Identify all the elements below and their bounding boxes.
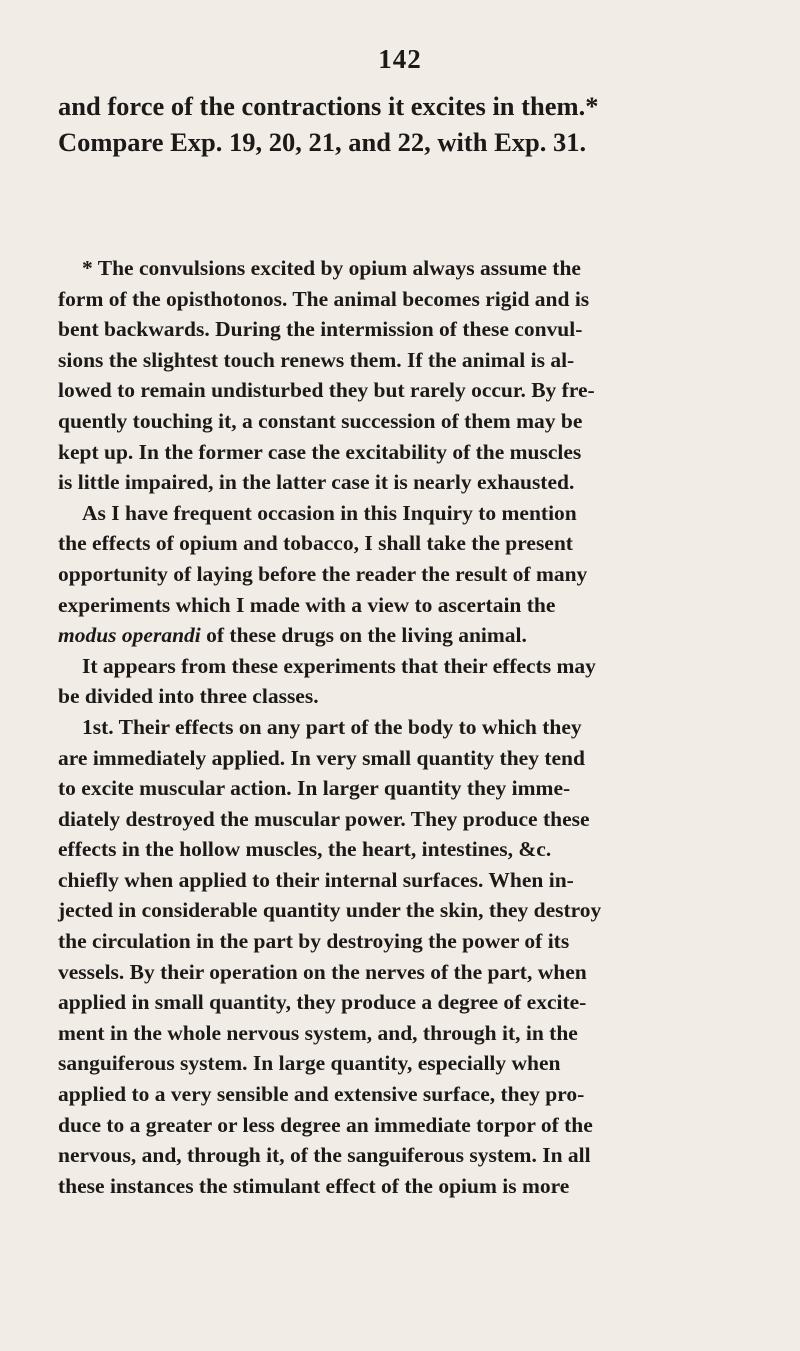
footnote-line: lowed to remain undisturbed they but rarely occur. By fre- bbox=[58, 378, 595, 403]
footnote-line: As I have frequent occasion in this Inquiry to mention bbox=[82, 500, 577, 525]
italic-phrase: modus operandi bbox=[58, 623, 201, 648]
footnote-line: ment in the whole nervous system, and, through it, in the bbox=[58, 1020, 578, 1045]
footnote-line: * The convulsions excited by opium always assume the bbox=[82, 256, 581, 280]
main-text-line: and force of the contractions it excites in them.* bbox=[58, 91, 599, 121]
main-text-line: Compare Exp. 19, 20, 21, and 22, with Exp. 31. bbox=[58, 127, 587, 157]
footnote-line: be divided into three classes. bbox=[58, 684, 319, 709]
footnote-line: is little impaired, in the latter case it is nearly exhausted. bbox=[58, 470, 575, 495]
footnote-line: opportunity of laying before the reader the result of many bbox=[58, 561, 588, 586]
footnote-line: bent backwards. During the intermission of these convul- bbox=[58, 317, 583, 342]
footnote-line: sions the slightest touch renews them. If the animal is al- bbox=[58, 347, 575, 372]
footnote-line: the circulation in the part by destroying the power of its bbox=[58, 929, 570, 954]
footnote-line: these instances the stimulant effect of the opium is more bbox=[58, 1173, 570, 1198]
footnote-line: diately destroyed the muscular power. They produce these bbox=[58, 806, 590, 831]
footnote-block bbox=[58, 253, 748, 1201]
footnote-line: vessels. By their operation on the nerves of the part, when bbox=[58, 959, 587, 984]
footnote-line: applied in small quantity, they produce a degree of excite- bbox=[58, 990, 587, 1015]
footnote-line: effects in the hollow muscles, the heart, intestines, &c. bbox=[58, 837, 552, 862]
footnote-line: nervous, and, through it, of the sanguiferous system. In all bbox=[58, 1143, 591, 1168]
footnote-line-rest: of these drugs on the living animal. bbox=[206, 623, 527, 648]
footnote-line: applied to a very sensible and extensive surface, they pro- bbox=[58, 1082, 585, 1107]
footnote-line: to excite muscular action. In larger quantity they imme- bbox=[58, 776, 571, 801]
footnote-line: 1st. Their effects on any part of the body to which they bbox=[82, 714, 582, 739]
footnote-line: are immediately applied. In very small quantity they tend bbox=[58, 745, 585, 770]
footnote-line: the effects of opium and tobacco, I shall take the present bbox=[58, 531, 573, 556]
footnote-line: form of the opisthotonos. The animal becomes rigid and is bbox=[58, 286, 590, 311]
footnote-line: sanguiferous system. In large quantity, especially when bbox=[58, 1051, 561, 1076]
footnote-line: It appears from these experiments that their effects may bbox=[82, 653, 596, 678]
footnote-line: jected in considerable quantity under the skin, they destroy bbox=[58, 898, 602, 923]
main-text-block bbox=[58, 88, 748, 160]
footnote-line: kept up. In the former case the excitability of the muscles bbox=[58, 439, 582, 464]
footnote-line: quently touching it, a constant succession of them may be bbox=[58, 408, 583, 433]
footnote-line: duce to a greater or less degree an immediate torpor of the bbox=[58, 1112, 593, 1137]
page-number: 142 bbox=[378, 44, 422, 74]
footnote-line: chiefly when applied to their internal surfaces. When in- bbox=[58, 867, 574, 892]
footnote-line: experiments which I made with a view to ascertain the bbox=[58, 592, 556, 617]
footnote-line-with-italic bbox=[58, 620, 748, 651]
